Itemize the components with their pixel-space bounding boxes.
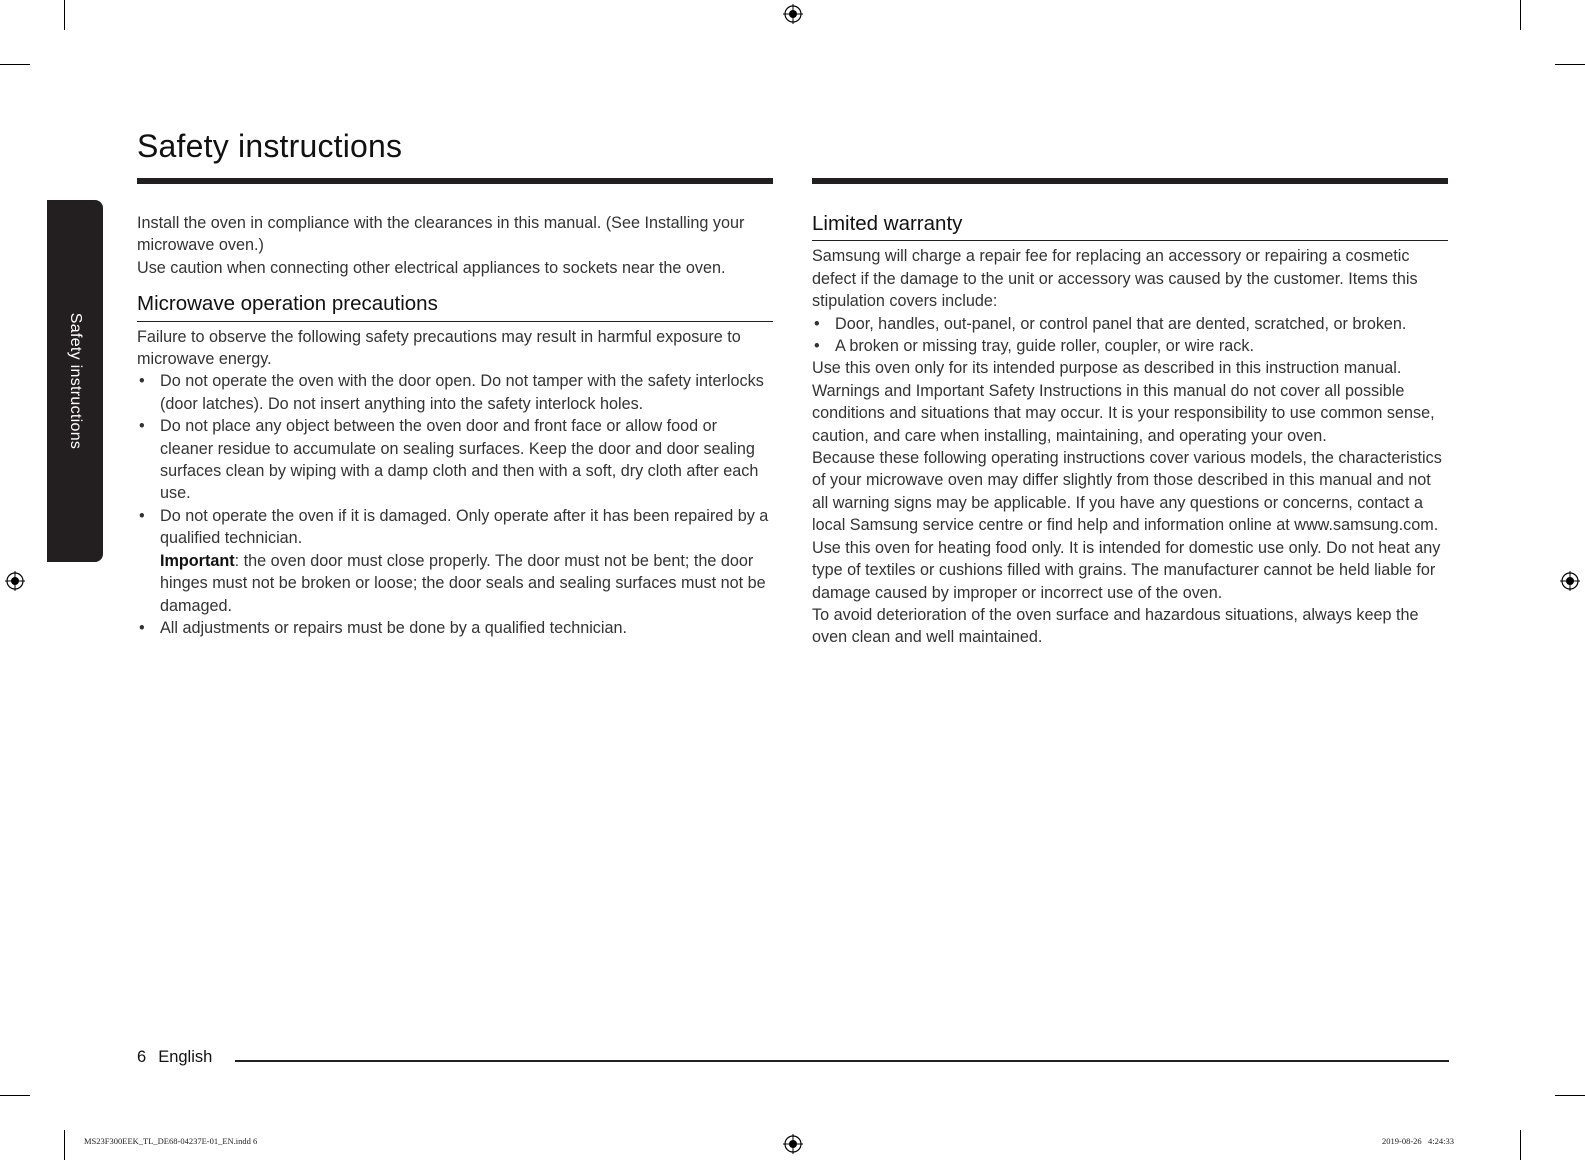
section-heading-microwave-precautions: Microwave operation precautions: [137, 293, 773, 321]
crop-mark: [1520, 0, 1521, 30]
list-item-text: Do not operate the oven if it is damaged. Only operate after it has been repaired by a qualified technician.: [160, 506, 769, 548]
warranty-items-list: [812, 313, 1448, 358]
section-intro: Failure to observe the following safety precautions may result in harmful exposure to microwave energy.: [137, 327, 741, 369]
important-note: [160, 550, 773, 617]
intro-paragraph: Use caution when connecting other electrical appliances to sockets near the oven.: [137, 258, 726, 277]
crop-mark: [1555, 1095, 1585, 1096]
footer-rule: [235, 1060, 1449, 1062]
list-item: [812, 335, 1448, 357]
registration-mark-icon: [783, 1134, 803, 1154]
list-item-text: Do not operate the oven with the door open. Do not tamper with the safety interlocks (door latches). Do not insert anything into the safety interlock holes.: [160, 372, 764, 413]
list-item-text: A broken or missing tray, guide roller, coupler, or wire rack.: [835, 337, 1254, 356]
left-column: [137, 212, 773, 639]
registration-mark-icon: [1560, 571, 1580, 591]
crop-mark: [0, 64, 30, 65]
slug-date: 2019-08-26 4:24:33: [1382, 1136, 1455, 1146]
body-paragraph: Because these following operating instructions cover various models, the characteristics of your microwave oven may differ slightly from those described in this manual and not all warning signs may be applicable. If you have any questions or concerns, contact a local Samsung service centre or find help and information online at www.samsung.com.: [812, 449, 1442, 535]
registration-mark-icon: [783, 4, 803, 24]
crop-mark: [64, 1130, 65, 1160]
list-item: [137, 370, 773, 415]
precautions-list: [137, 370, 773, 639]
crop-mark: [1520, 1130, 1521, 1160]
list-item: [812, 313, 1448, 335]
header-rule-right: [812, 178, 1448, 184]
footer-language: English: [158, 1048, 213, 1066]
page-footer: [137, 1048, 224, 1067]
side-tab: [47, 200, 103, 562]
registration-mark-icon: [5, 571, 25, 591]
crop-mark: [0, 1095, 30, 1096]
important-text: : the oven door must close properly. The door must not be bent; the door hinges must not be broken or loose; the door seals and sealing surfaces must not be damaged.: [160, 551, 766, 615]
intro-paragraph: Install the oven in compliance with the clearances in this manual. (See Installing your microwave oven.): [137, 214, 745, 255]
crop-mark: [1555, 64, 1585, 65]
crop-mark: [64, 0, 65, 30]
section-heading-limited-warranty: Limited warranty: [812, 213, 1448, 241]
list-item-text: Door, handles, out-panel, or control panel that are dented, scratched, or broken.: [835, 314, 1407, 333]
body-paragraph: Use this oven for heating food only. It is intended for domestic use only. Do not heat any type of textiles or cushions filled with grains. The manufacturer cannot be held liable for damage caused by improper or incorrect use of the oven.: [812, 538, 1441, 602]
important-label: Important: [160, 551, 235, 570]
header-rule-left: [137, 178, 773, 184]
body-paragraph: To avoid deterioration of the oven surface and hazardous situations, always keep the oven clean and well maintained.: [812, 605, 1419, 647]
page-number: 6: [137, 1048, 147, 1066]
body-paragraph: Use this oven only for its intended purpose as described in this instruction manual. Warnings and Important Safety Instructions in this manual do not cover all possible conditions and situations that may occur. It is your responsibility to use common sense, caution, and care when installing, maintaining, and operating your oven.: [812, 359, 1435, 445]
section-intro: Samsung will charge a repair fee for replacing an accessory or repairing a cosmetic defect if the damage to the unit or accessory was caused by the customer. Items this stipulation covers include:: [812, 247, 1418, 311]
list-item: [137, 415, 773, 505]
list-item: [137, 617, 773, 639]
page-title: Safety instructions: [137, 128, 403, 164]
list-item: [137, 505, 773, 617]
slug-file: MS23F300EEK_TL_DE68-04237E-01_EN.indd 6: [84, 1136, 258, 1146]
list-item-text: All adjustments or repairs must be done by a qualified technician.: [160, 618, 627, 637]
side-tab-label: Safety instructions: [67, 312, 84, 450]
list-item-text: Do not place any object between the oven door and front face or allow food or cleaner residue to accumulate on sealing surfaces. Keep the door and door sealing surfaces clean by wiping with a damp cloth and then with a soft, dry cloth after each use.: [160, 417, 759, 503]
right-column: [812, 212, 1448, 649]
